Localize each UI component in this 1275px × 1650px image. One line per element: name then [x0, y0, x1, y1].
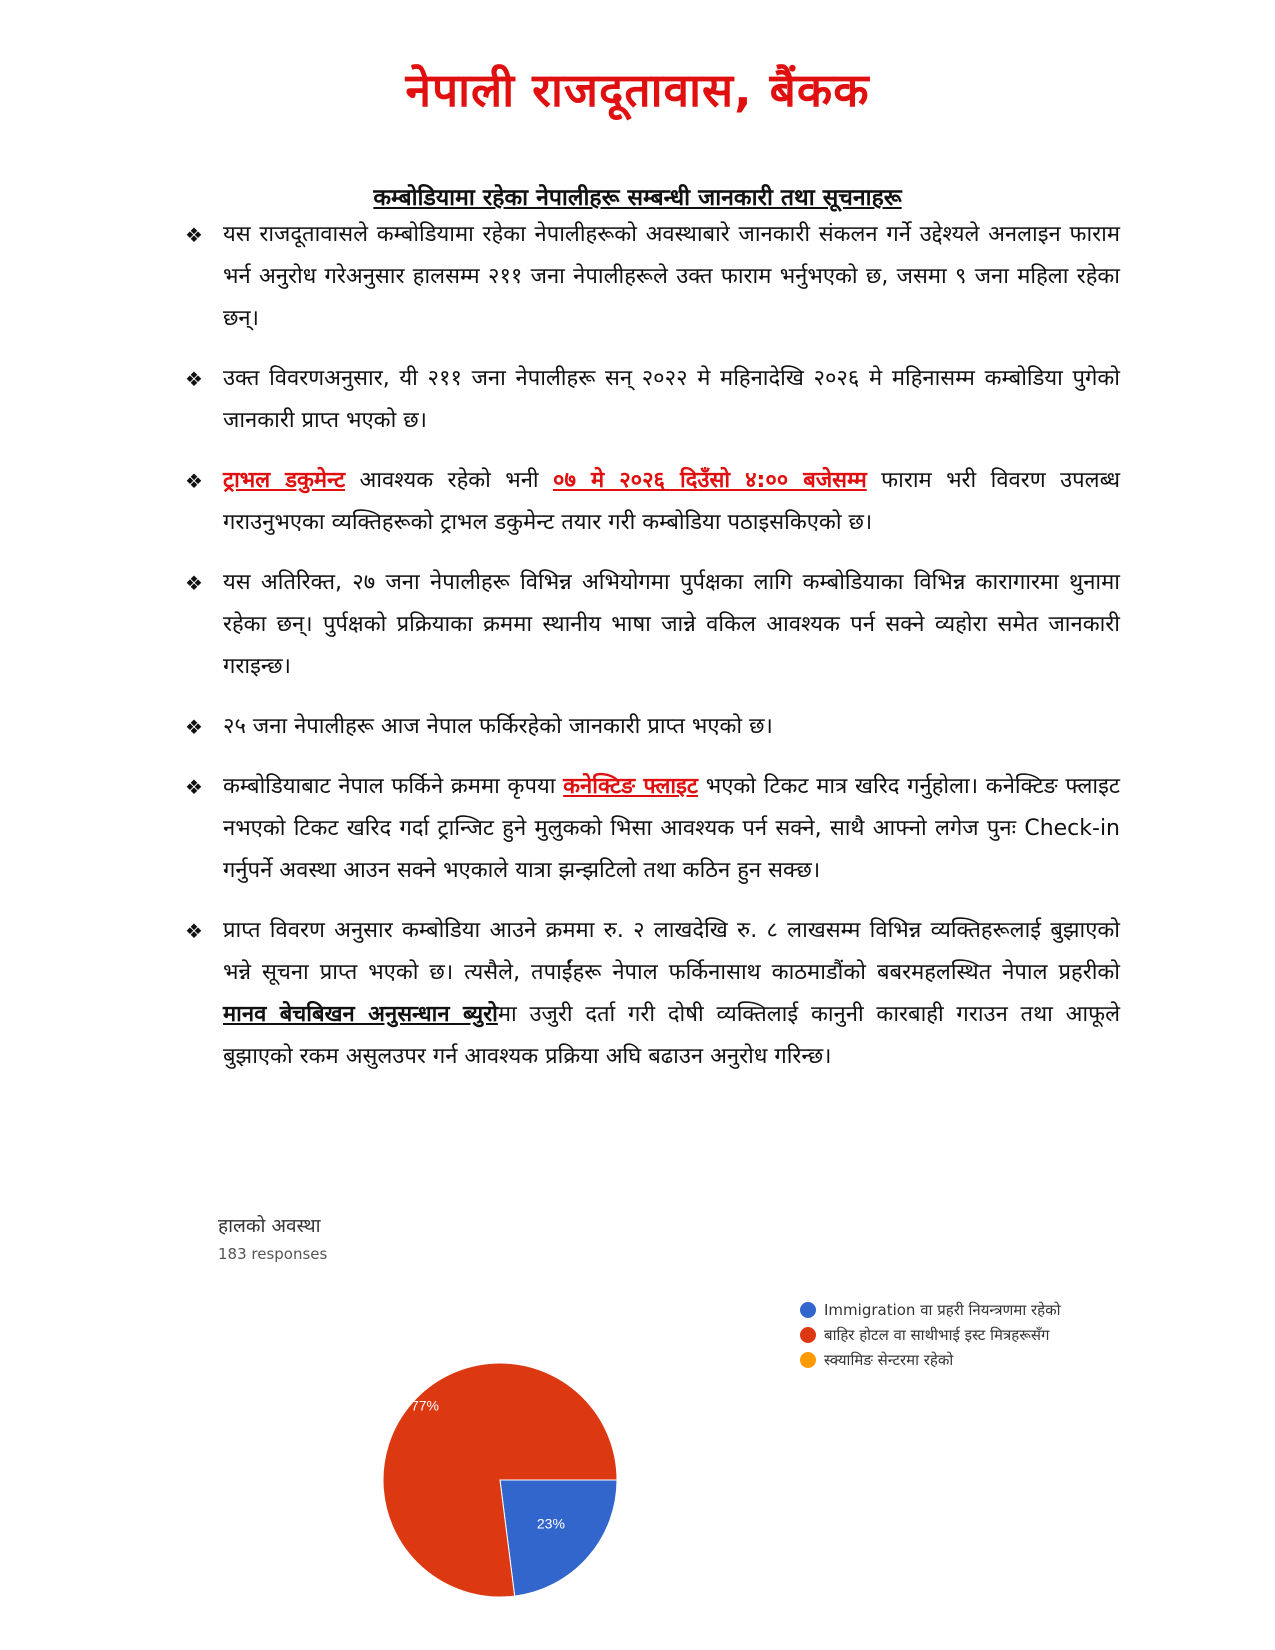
bullet-text: यस अतिरिक्त, २७ जना नेपालीहरू विभिन्न अभियोगमा पुर्पक्षका लागि कम्बोडियाका विभिन्न कारागारमा थुनामा रहेका छन्। पुर्पक्षको प्रक्रियाका क्रममा स्थानीय भाषा जान्ने वकिल आवश्यक पर्न सक्ने व्यहोरा समेत जानकारी गराइन्छ। [223, 570, 1120, 679]
bullet-list [185, 214, 1120, 1096]
bullet-text: कम्बोडियाबाट नेपाल फर्किने क्रममा कृपया [223, 774, 564, 799]
diamond-bullet-icon: ❖ [185, 223, 203, 247]
pie-slice-1 [500, 1480, 617, 1596]
pie-label-2: 77% [410, 1397, 440, 1414]
bullet-item-1 [185, 214, 1120, 340]
page-title: नेपाली राजदूतावास, बैंकक [405, 63, 870, 117]
bullet-item-2 [185, 358, 1120, 442]
legend-item-2 [800, 1322, 1061, 1347]
bullet-item-3 [185, 460, 1120, 544]
legend-item-1 [800, 1297, 1061, 1322]
bullet-item-7 [185, 910, 1120, 1078]
travel-document-highlight: ट्राभल डकुमेन्ट [223, 468, 346, 493]
legend-item-3 [800, 1347, 1061, 1372]
diamond-bullet-icon: ❖ [185, 469, 203, 493]
bullet-text: मा उजुरी दर्ता गरी दोषी व्यक्तिलाई कानुनी कारबाही गराउन तथा आफूले बुझाएको रकम असुलउपर गर्न आवश्यक प्रक्रिया अघि बढाउन अनुरोध गरिन्छ। [223, 1002, 1120, 1069]
page-subtitle: कम्बोडियामा रहेका नेपालीहरू सम्बन्धी जानकारी तथा सूचनाहरू [373, 185, 902, 211]
bullet-text: फाराम भरी विवरण उपलब्ध गराउनुभएका व्यक्तिहरूको ट्राभल डकुमेन्ट तयार गरी कम्बोडिया पठाइसकिएको छ। [223, 468, 1121, 535]
bullet-item-6 [185, 766, 1120, 892]
bullet-text: प्राप्त विवरण अनुसार कम्बोडिया आउने क्रममा रु. २ लाखदेखि रु. ८ लाखसम्म विभिन्न व्यक्तिहरूलाई बुझाएको भन्ने सूचना प्राप्त भएको छ। त्यसैले, तपाईंहरू नेपाल फर्किनासाथ काठमाडौंको बबरमहलस्थित नेपाल प्रहरीको [223, 918, 1120, 985]
bullet-text: आवश्यक रहेको भनी [345, 468, 554, 493]
chart-response-count: 183 responses [218, 1245, 328, 1263]
pie-chart [380, 1360, 630, 1610]
bullet-text: भएको टिकट मात्र खरिद गर्नुहोला। कनेक्टिङ फ्लाइट नभएको टिकट खरिद गर्दा ट्रान्जिट हुने मुलुकको भिसा आवश्यक पर्न सक्ने, साथै आफ्नो लगेज पुनः Check-in गर्नुपर्ने अवस्था आउन सक्ने भएकाले यात्रा झन्झटिलो तथा कठिन हुन सक्छ। [223, 774, 1120, 883]
legend-swatch-icon [800, 1327, 816, 1343]
pie-label-1: 23% [536, 1515, 565, 1532]
diamond-bullet-icon: ❖ [185, 919, 203, 943]
deadline-highlight: ०७ मे २०२६ दिउँसो ४:०० बजेसम्म [553, 468, 867, 493]
bullet-text: यस राजदूतावासले कम्बोडियामा रहेका नेपालीहरूको अवस्थाबारे जानकारी संकलन गर्ने उद्देश्यले अनलाइन फाराम भर्न अनुरोध गरेअनुसार हालसम्म २११ जना नेपालीहरूले उक्त फाराम भर्नुभएको छ, जसमा ९ जना महिला रहेका छन्। [223, 222, 1120, 331]
legend-swatch-icon [800, 1352, 816, 1368]
bureau-name-highlight: मानव बेचबिखन अनुसन्धान ब्युरो [223, 1002, 498, 1027]
diamond-bullet-icon: ❖ [185, 571, 203, 595]
bullet-text: उक्त विवरणअनुसार, यी २११ जना नेपालीहरू सन् २०२२ मे महिनादेखि २०२६ मे महिनासम्म कम्बोडिया पुगेको जानकारी प्राप्त भएको छ। [223, 366, 1120, 433]
bullet-text: २५ जना नेपालीहरू आज नेपाल फर्किरहेको जानकारी प्राप्त भएको छ। [223, 714, 773, 739]
chart-legend [800, 1297, 1061, 1372]
legend-label: स्क्यामिङ सेन्टरमा रहेको [824, 1350, 954, 1369]
legend-label: Immigration वा प्रहरी नियन्त्रणमा रहेको [824, 1300, 1061, 1319]
chart-title: हालको अवस्था [218, 1215, 321, 1237]
legend-label: बाहिर होटल वा साथीभाई इस्ट मित्रहरूसँग [824, 1325, 1050, 1344]
diamond-bullet-icon: ❖ [185, 715, 203, 739]
diamond-bullet-icon: ❖ [185, 775, 203, 799]
legend-swatch-icon [800, 1302, 816, 1318]
bullet-item-4 [185, 562, 1120, 688]
bullet-item-5 [185, 706, 1120, 748]
diamond-bullet-icon: ❖ [185, 367, 203, 391]
connecting-flight-highlight: कनेक्टिङ फ्लाइट [563, 774, 699, 799]
